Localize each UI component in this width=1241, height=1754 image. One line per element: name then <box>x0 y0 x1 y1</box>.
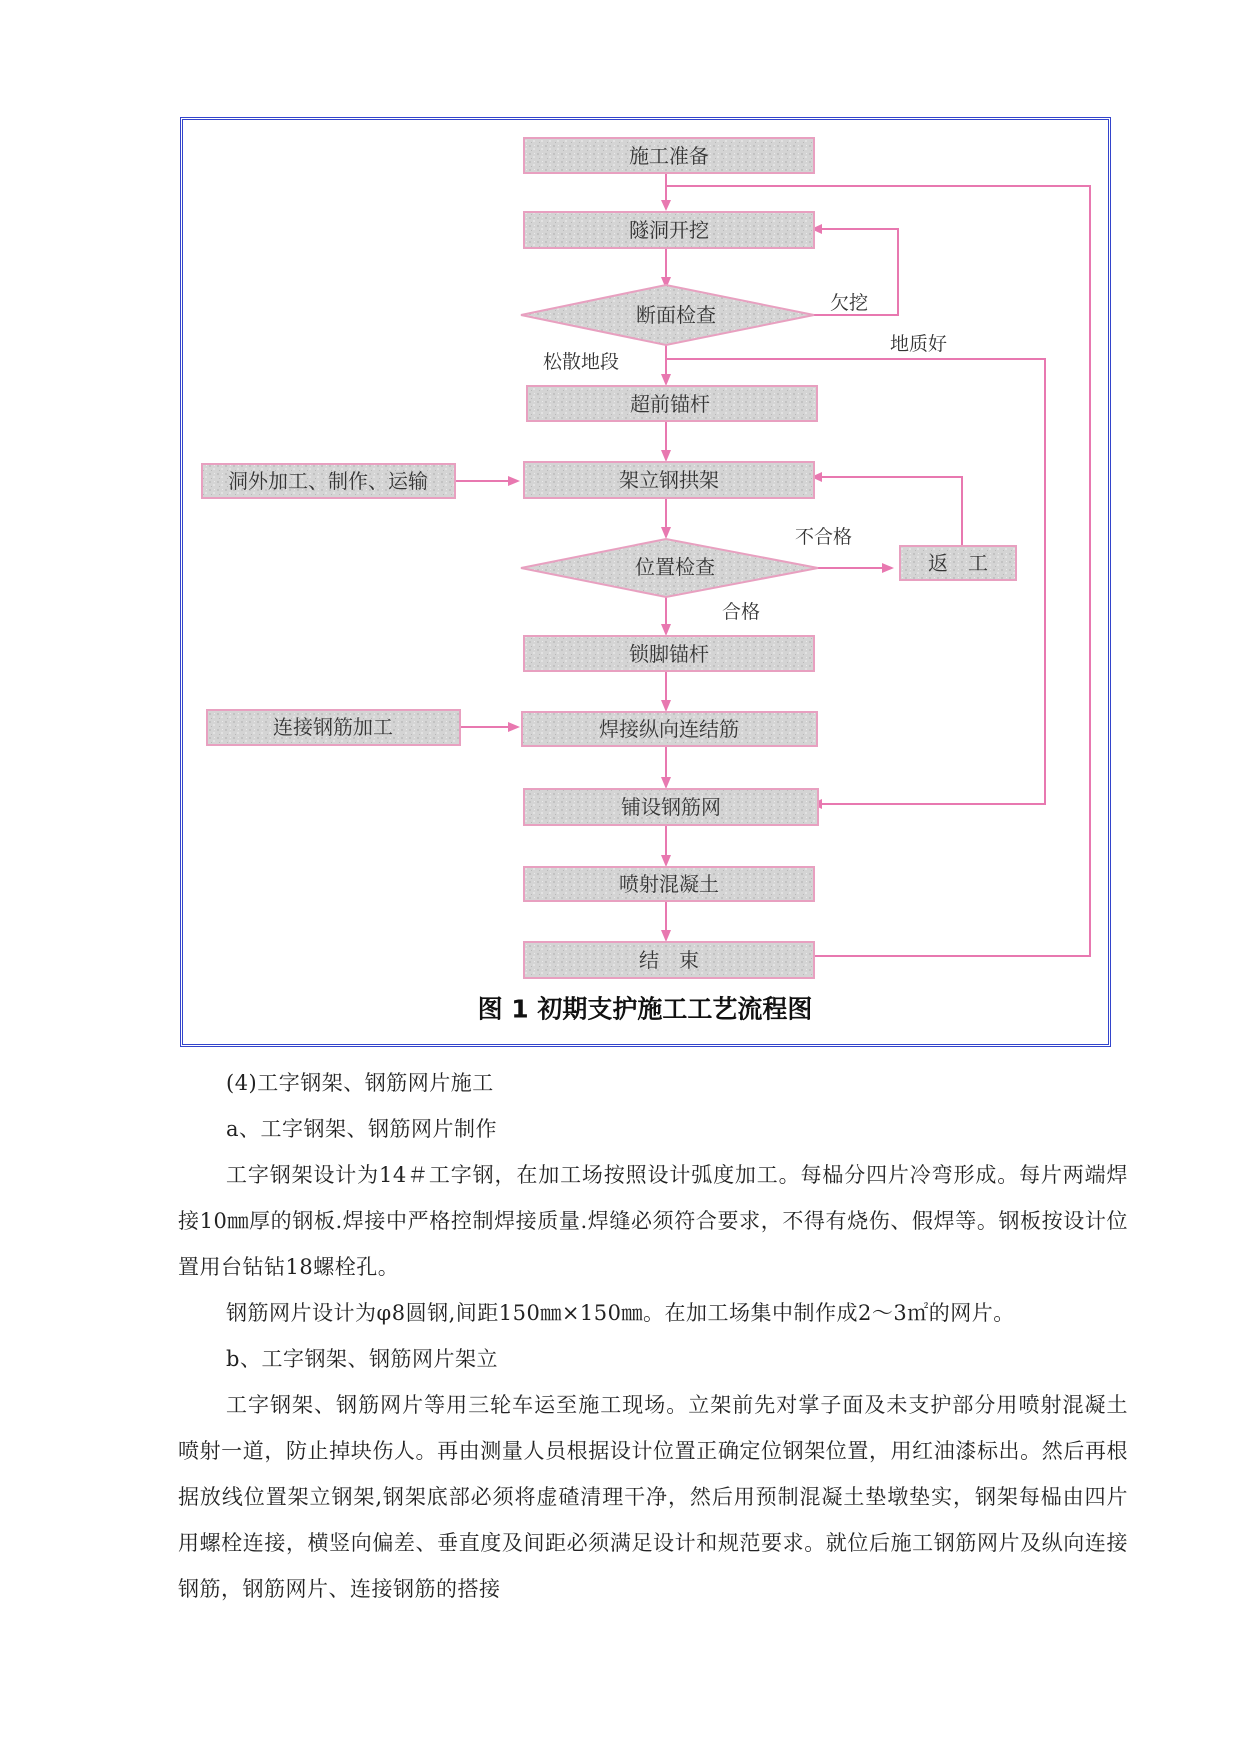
figure-caption: 图 1 初期支护施工工艺流程图 <box>477 994 813 1024</box>
label-pass: 合格 <box>722 601 761 623</box>
subsection-heading-b: b、工字钢架、钢筋网片架立 <box>226 1347 498 1371</box>
svg-text:位置检查: 位置检查 <box>635 555 715 579</box>
node-lay-mesh <box>524 789 818 825</box>
label-fail: 不合格 <box>795 526 853 548</box>
svg-text:洞外加工、制作、运输: 洞外加工、制作、运输 <box>228 469 428 493</box>
svg-text:铺设钢筋网: 铺设钢筋网 <box>621 795 721 819</box>
subsection-heading-a: a、工字钢架、钢筋网片制作 <box>226 1117 498 1141</box>
node-lock-bolt <box>524 636 814 671</box>
node-position-check <box>521 539 818 597</box>
node-shotcrete <box>524 867 814 901</box>
paragraph-mesh: 钢筋网片设计为φ8圆钢,间距150㎜×150㎜。在加工场集中制作成2～3㎡的网片。 <box>226 1301 1015 1325</box>
svg-text:隧洞开挖: 隧洞开挖 <box>629 218 709 242</box>
label-underbreak: 欠挖 <box>830 292 869 314</box>
node-connect-rebar-process <box>207 710 460 745</box>
svg-text:断面检查: 断面检查 <box>636 303 716 327</box>
node-start <box>524 138 814 173</box>
node-erect-arch <box>524 462 814 498</box>
section-heading: (4)工字钢架、钢筋网片施工 <box>226 1071 494 1095</box>
svg-text:结 束: 结 束 <box>639 948 699 972</box>
label-loose-section: 松散地段 <box>543 351 620 373</box>
node-end <box>524 942 814 978</box>
node-forepole <box>527 386 817 421</box>
node-section-check <box>521 285 814 345</box>
node-outside-process <box>202 464 455 498</box>
node-excavate <box>524 212 814 248</box>
label-good-geology: 地质好 <box>890 333 948 355</box>
svg-text:架立钢拱架: 架立钢拱架 <box>619 468 719 492</box>
paragraph-erection: 工字钢架、钢筋网片等用三轮车运至施工现场。立架前先对掌子面及未支护部分用喷射混凝土喷射一道，防止掉块伤人。再由测量人员根据设计位置正确定位钢架位置，用红油漆标出。然后再根据放线位置架立钢架,钢架底部必须将虚碴清理干净，然后用预制混凝土垫墩垫实，钢架每榀由四片用螺栓连接，横竖向偏差、垂直度及间距必须满足设计和规范要求。就位后施工钢筋网片及纵向连接钢筋，钢筋网片、连接钢筋的搭接 <box>178 1393 1128 1601</box>
svg-text:连接钢筋加工: 连接钢筋加工 <box>273 715 393 739</box>
svg-text:超前锚杆: 超前锚杆 <box>630 392 710 416</box>
svg-text:锁脚锚杆: 锁脚锚杆 <box>629 642 709 666</box>
svg-text:焊接纵向连结筋: 焊接纵向连结筋 <box>599 717 739 741</box>
paragraph-steel-arch: 工字钢架设计为14＃工字钢，在加工场按照设计弧度加工。每榀分四片冷弯形成。每片两端焊接10㎜厚的钢板.焊接中严格控制焊接质量.焊缝必须符合要求，不得有烧伤、假焊等。钢板按设计位置用台钻钻18螺栓孔。 <box>178 1163 1128 1279</box>
node-rework <box>900 546 1016 580</box>
svg-text:返 工: 返 工 <box>928 551 988 575</box>
svg-text:喷射混凝土: 喷射混凝土 <box>619 872 719 896</box>
svg-text:施工准备: 施工准备 <box>629 144 709 168</box>
node-weld-rebar <box>522 712 817 746</box>
